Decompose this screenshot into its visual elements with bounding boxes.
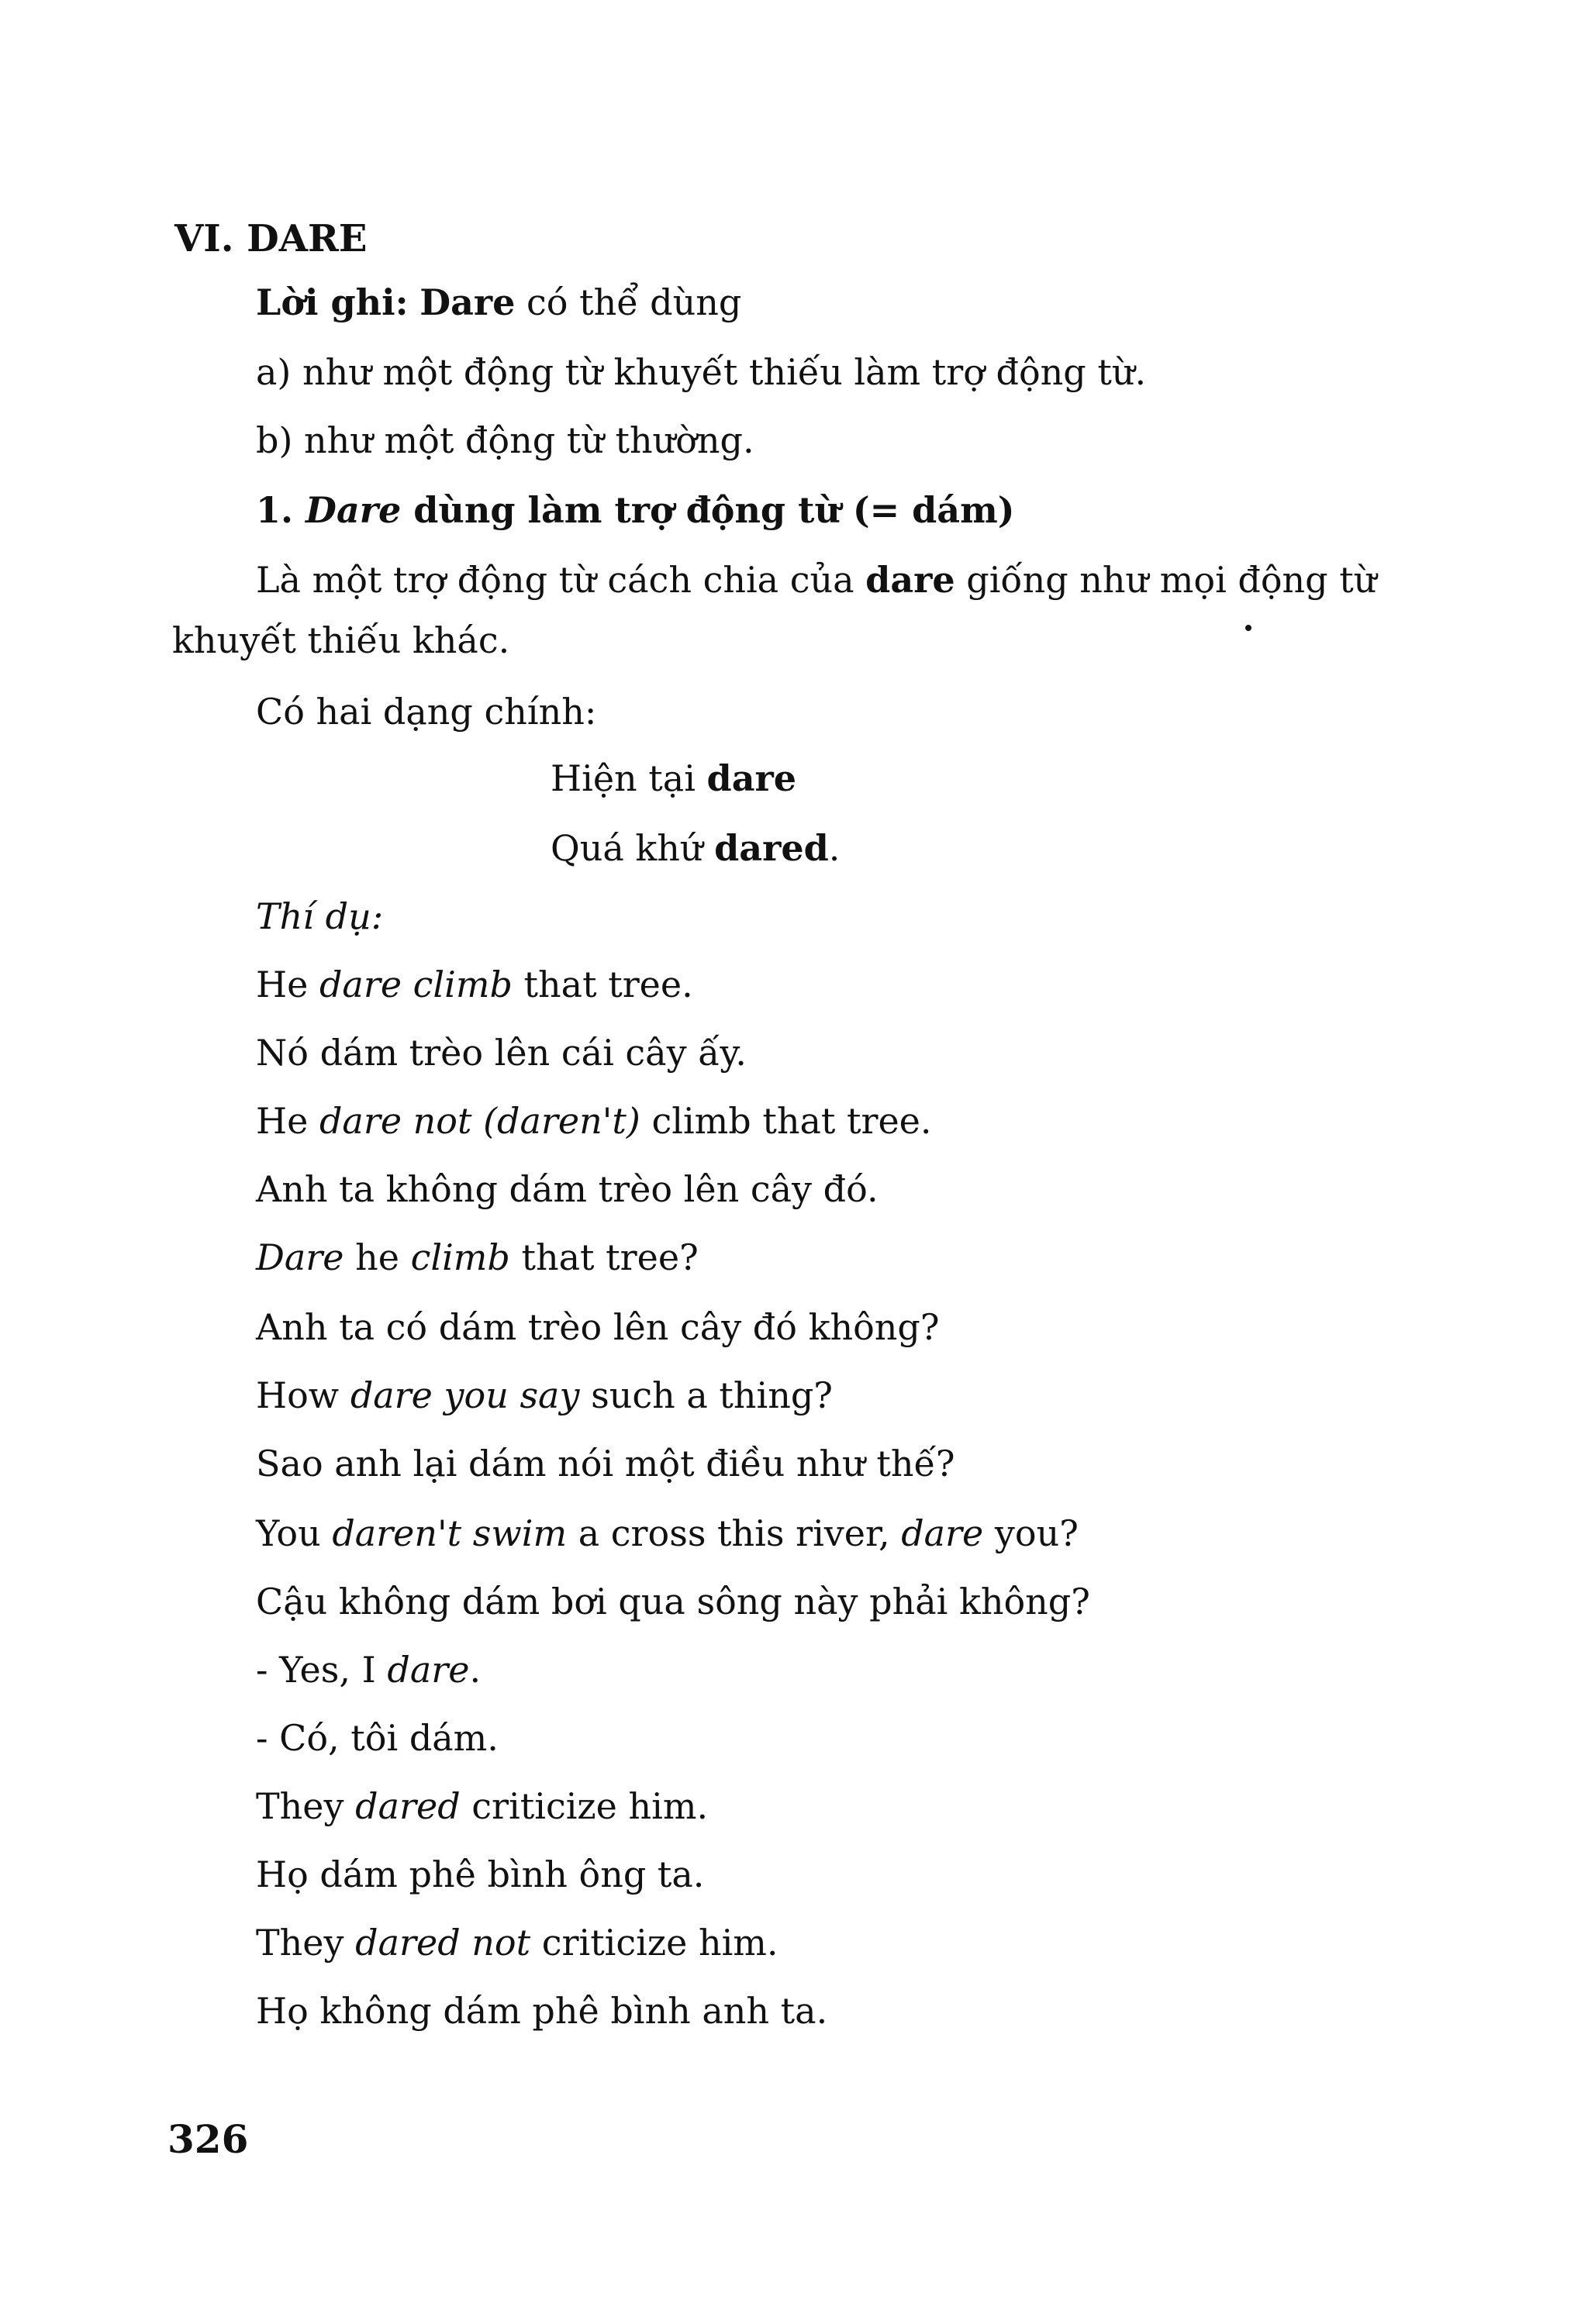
text: that tree? [509, 1236, 699, 1278]
note-word: Dare [419, 281, 516, 323]
example-4: Anh ta không dám trèo lên cây đó. [256, 1168, 879, 1210]
text: He [256, 1100, 319, 1142]
use-b: b) như một động từ thường. [256, 419, 754, 461]
example-2: Nó dám trèo lên cái cây ấy. [256, 1032, 747, 1074]
text: a cross this river, [567, 1512, 902, 1554]
form-past [551, 825, 840, 871]
paragraph-line-1 [256, 557, 1376, 603]
form-end: . [828, 827, 841, 869]
example-7 [256, 1372, 833, 1419]
paragraph-text-2: giống như mọi động từ [955, 559, 1377, 601]
text-italic: dare you say [350, 1374, 580, 1416]
subsection-word: Dare [306, 489, 402, 531]
example-16: Họ không dám phê bình anh ta. [256, 1990, 828, 2032]
example-15 [256, 1919, 778, 1966]
form-label: Quá khứ [551, 827, 715, 869]
stray-dot [1245, 625, 1251, 631]
form-value: dare [706, 757, 797, 799]
example-9 [256, 1510, 1079, 1557]
text-italic: Dare [256, 1236, 344, 1278]
example-5 [256, 1234, 699, 1281]
text-italic: dare climb [319, 964, 513, 1005]
text: They [256, 1922, 356, 1964]
form-present [551, 755, 796, 802]
forms-intro: Có hai dạng chính: [256, 691, 597, 733]
note-label: Lời ghi: [256, 281, 409, 323]
example-13 [256, 1783, 708, 1829]
subsection-rest: dùng làm trợ động từ (= dám) [401, 489, 1015, 531]
text: such a thing? [579, 1374, 833, 1416]
text: he [343, 1236, 411, 1278]
subsection-number: 1. [256, 489, 306, 531]
example-11 [256, 1646, 481, 1693]
paragraph-line-2: khuyết thiếu khác. [172, 619, 510, 661]
form-value: dared [714, 827, 829, 869]
example-6: Anh ta có dám trèo lên cây đó không? [256, 1306, 940, 1348]
text: that tree. [512, 964, 693, 1005]
example-10: Cậu không dám bơi qua sông này phải không? [256, 1581, 1090, 1622]
note-text: có thể dùng [515, 281, 742, 323]
page-number: 326 [167, 2116, 249, 2162]
paragraph-text: Là một trợ động từ cách chia của [256, 559, 866, 601]
text: . [469, 1649, 482, 1691]
note-line [256, 279, 741, 326]
text: criticize him. [530, 1922, 778, 1964]
text-italic: dare not (daren't) [319, 1100, 640, 1142]
text-italic: dare [387, 1649, 470, 1691]
example-14: Họ dám phê bình ông ta. [256, 1853, 705, 1895]
text-italic: climb [410, 1236, 510, 1278]
text-italic: dare [901, 1512, 984, 1554]
example-3 [256, 1098, 932, 1144]
section-title: VI. DARE [174, 217, 368, 260]
form-label: Hiện tại [551, 757, 707, 799]
text-italic: dared [355, 1785, 461, 1827]
text-italic: dared not [355, 1922, 531, 1964]
example-label: Thí dụ: [256, 895, 384, 937]
example-8: Sao anh lại dám nói một điều như thế? [256, 1443, 955, 1484]
text: How [256, 1374, 350, 1416]
text: criticize him. [460, 1785, 709, 1827]
text-italic: daren't swim [332, 1512, 568, 1554]
subsection-heading [256, 487, 1015, 533]
use-a: a) như một động từ khuyết thiếu làm trợ động từ. [256, 351, 1147, 393]
text: They [256, 1785, 356, 1827]
paragraph-bold: dare [865, 559, 955, 601]
example-12: - Có, tôi dám. [256, 1717, 499, 1759]
example-1 [256, 961, 693, 1008]
text: You [256, 1512, 333, 1554]
text: climb that tree. [640, 1100, 932, 1142]
text: He [256, 964, 319, 1005]
text: you? [983, 1512, 1079, 1554]
text: - Yes, I [256, 1649, 388, 1691]
